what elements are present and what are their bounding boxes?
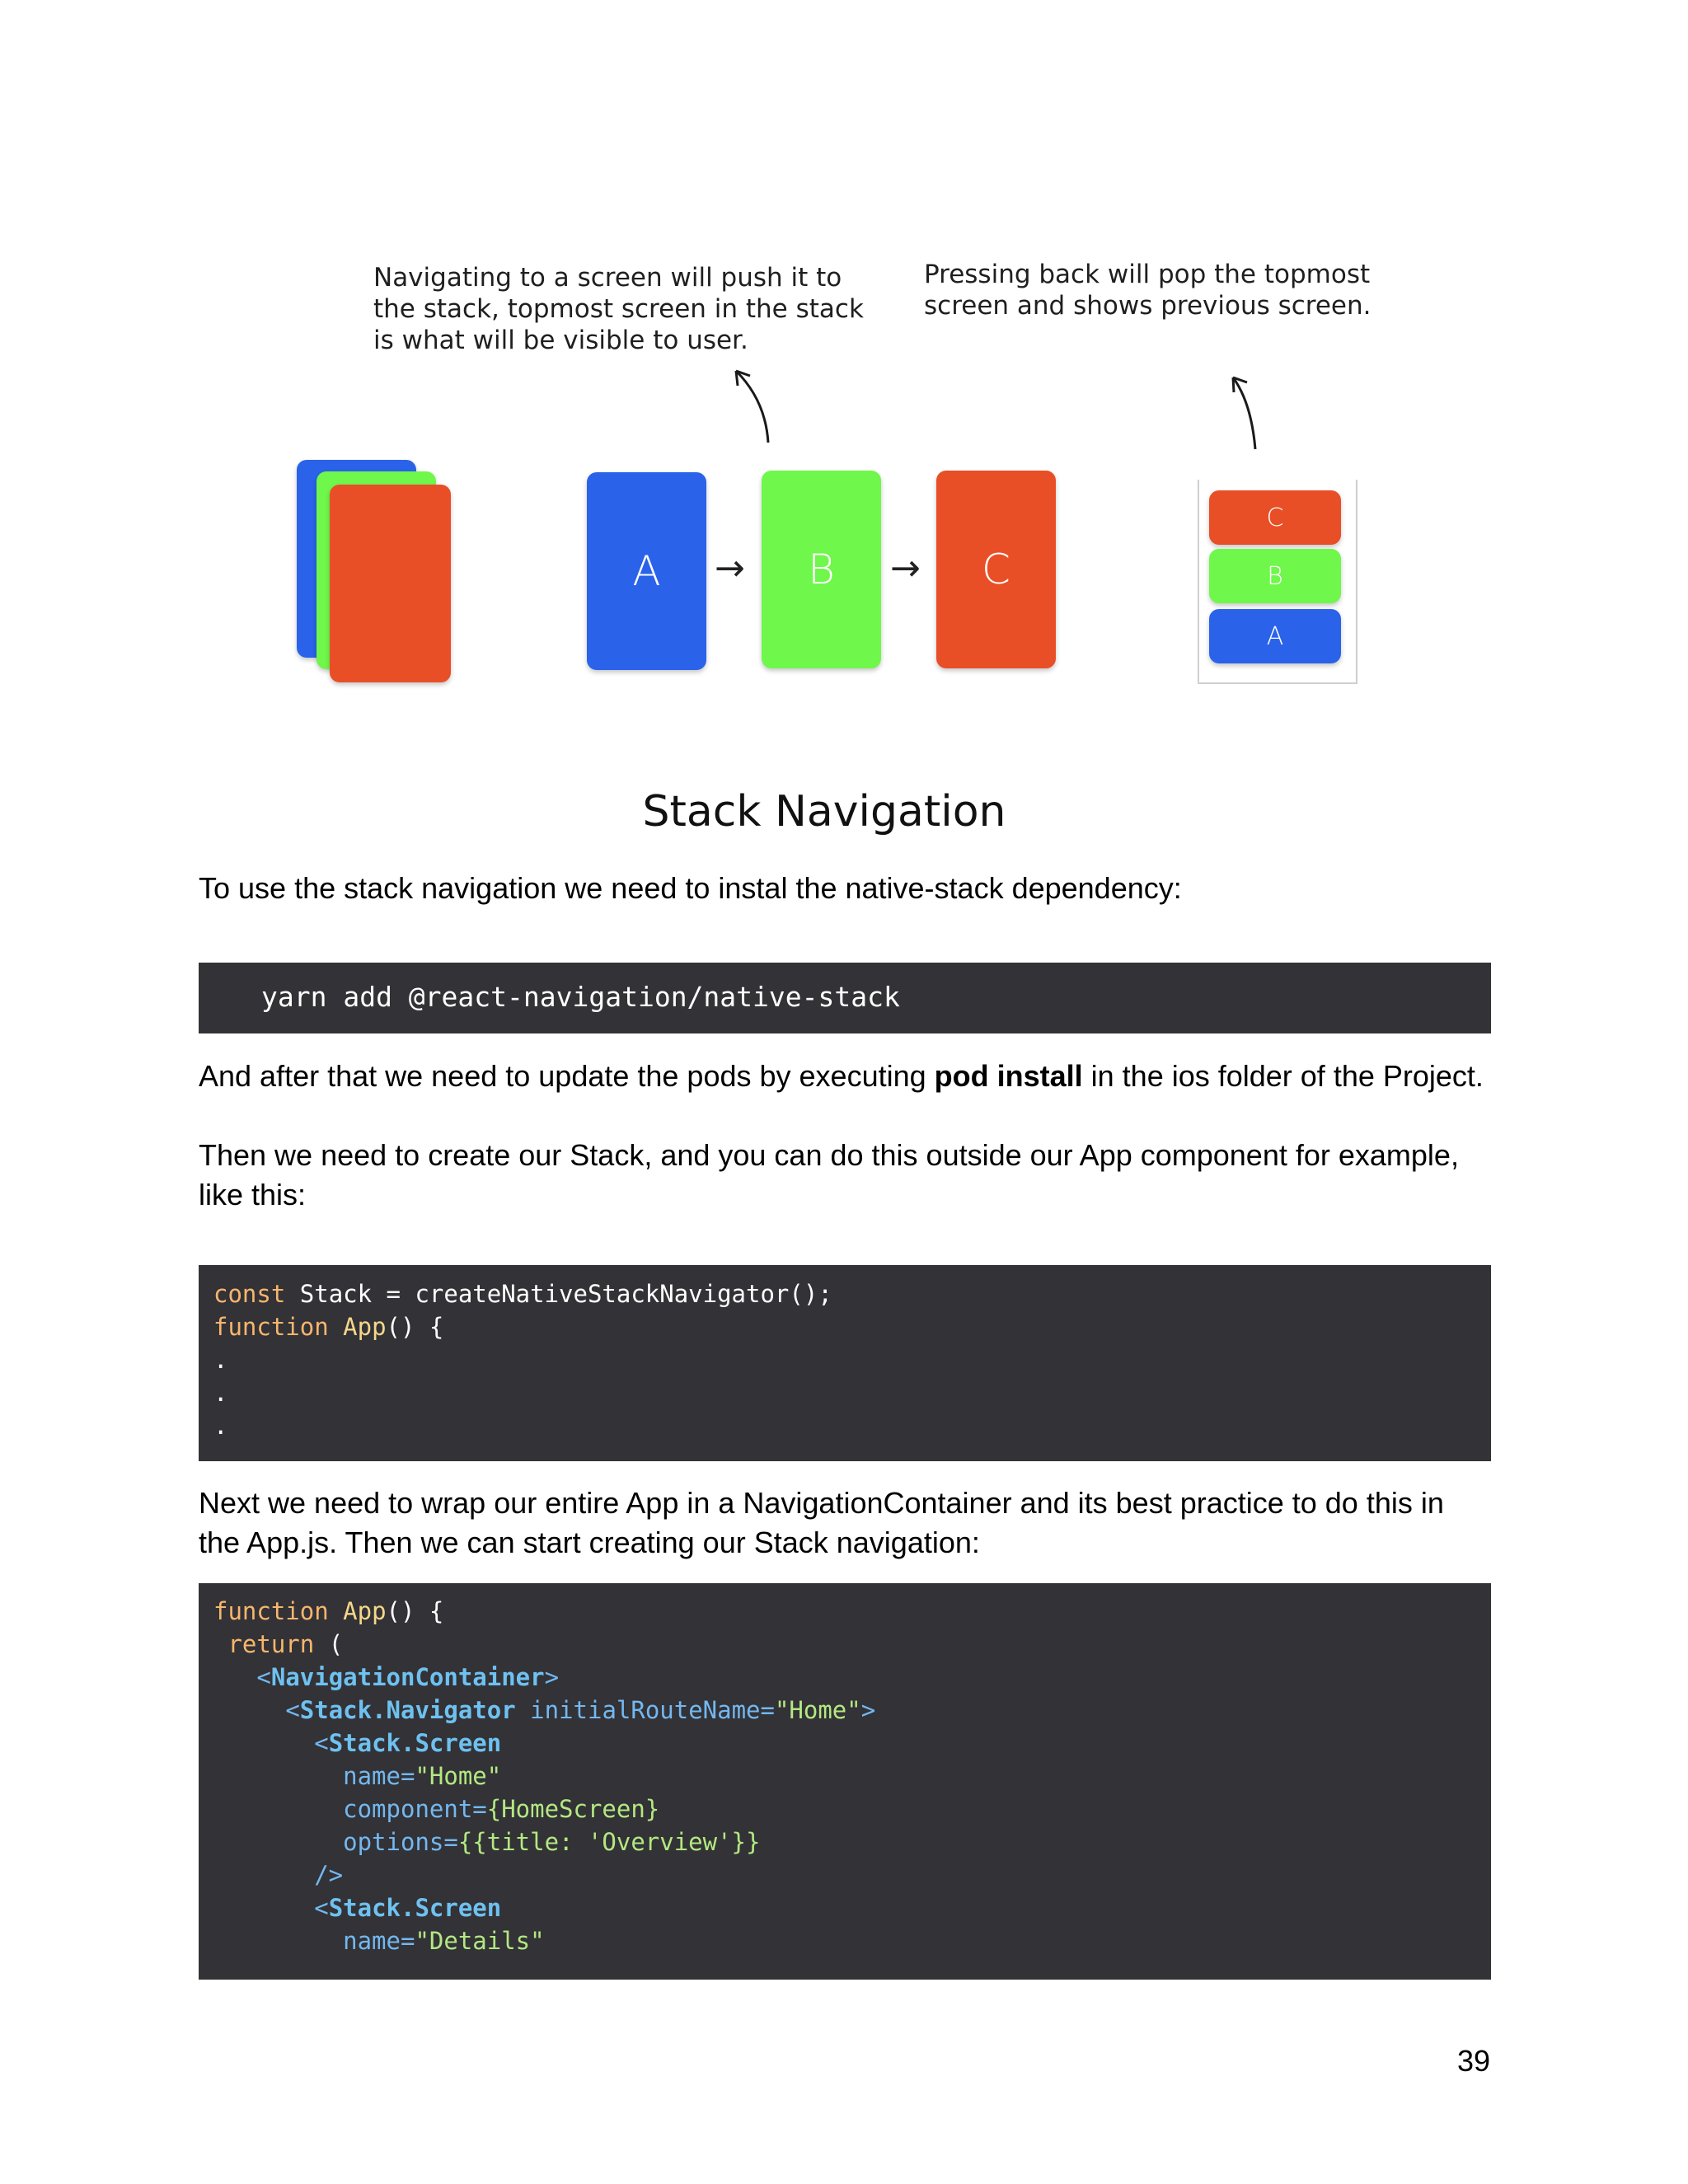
stack-navigation-figure (0, 0, 1688, 841)
pod-install-bold: pod install (934, 1059, 1083, 1093)
arrow-right-icon: → (890, 547, 921, 589)
annotation-push: Navigating to a screen will push it to the stack, topmost screen in the stack is what will be visible to user. (373, 263, 864, 355)
pointer-arrows-icon (0, 0, 1688, 841)
code-line: . (213, 1412, 228, 1440)
code-line: /> (314, 1861, 344, 1889)
page-number: 39 (1456, 2044, 1490, 2078)
code-line: . (213, 1346, 228, 1374)
intro-paragraph: To use the stack navigation we need to instal the native-stack dependency: (199, 871, 1182, 905)
stack-item-a: A (1209, 609, 1341, 663)
code-line: <Stack.Navigator initialRouteName="Home"> (285, 1696, 876, 1724)
screen-card-c: C (936, 471, 1056, 668)
stack-item-c: C (1209, 490, 1341, 545)
code-line: name="Home" (343, 1762, 502, 1790)
create-stack-code-block (199, 1265, 1491, 1461)
code-line: const Stack = createNativeStackNavigator(); (213, 1280, 832, 1308)
code-line: <Stack.Screen (314, 1729, 502, 1757)
wrap-app-paragraph: Next we need to wrap our entire App in a NavigationContainer and its best practice to do this in the App.js. Then we can start creating our Stack navigation: (199, 1486, 1444, 1559)
pods-paragraph: And after that we need to update the pods by executing pod install in the ios folder of the Project. (199, 1059, 1484, 1093)
code-line: function App() { (213, 1313, 444, 1341)
figure-title: Stack Navigation (642, 787, 1006, 837)
code-line: <Stack.Screen (314, 1894, 502, 1922)
code-line: name="Details" (343, 1927, 545, 1955)
code-line: return ( (227, 1630, 344, 1658)
code-line: <NavigationContainer> (256, 1663, 560, 1691)
app-navigation-code-block (199, 1583, 1491, 1980)
install-command: yarn add @react-navigation/native-stack (261, 981, 900, 1013)
create-stack-paragraph: Then we need to create our Stack, and you can do this outside our App component for example, like this: (199, 1138, 1459, 1212)
code-line: options={{title: 'Overview'}} (343, 1828, 761, 1856)
screen-card-a: A (587, 472, 706, 670)
code-line: function App() { (213, 1597, 444, 1625)
install-code-block (199, 963, 1491, 1033)
annotation-pop: Pressing back will pop the topmost screen and shows previous screen. (924, 260, 1372, 321)
arrow-right-icon: → (715, 547, 745, 589)
stack-item-b: B (1209, 549, 1341, 603)
code-line: component={HomeScreen} (343, 1795, 660, 1823)
code-line: . (213, 1379, 228, 1407)
screen-card-b: B (762, 471, 881, 668)
stacked-card-red (330, 485, 451, 682)
